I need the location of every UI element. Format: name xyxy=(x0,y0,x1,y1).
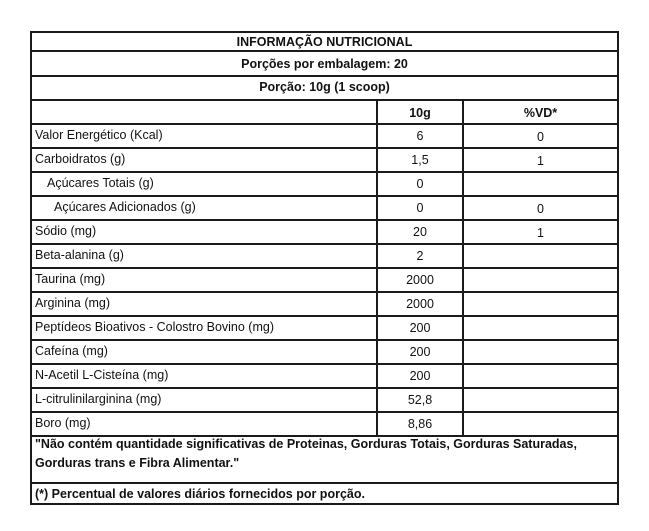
table-title-row xyxy=(32,33,617,52)
nutrient-row xyxy=(32,245,617,269)
nutrient-daily-value: 1 xyxy=(537,226,544,240)
nutrient-amount: 20 xyxy=(378,221,464,243)
nutrient-row xyxy=(32,197,617,221)
nutrient-daily-value xyxy=(464,173,617,195)
nutrient-row xyxy=(32,173,617,197)
nutrient-name: Taurina (mg) xyxy=(32,269,378,291)
column-header-dv: %VD* xyxy=(523,106,558,120)
nutrient-daily-value xyxy=(464,413,617,435)
nutrient-name: Boro (mg) xyxy=(32,413,378,435)
nutrient-daily-value: 1 xyxy=(537,154,544,168)
nutrient-name: Peptídeos Bioativos - Colostro Bovino (mg) xyxy=(32,317,378,339)
serving-size: Porção: 10g (1 scoop) xyxy=(259,80,390,94)
nutrient-daily-value xyxy=(464,365,617,387)
nutrient-name: Beta-alanina (g) xyxy=(32,245,378,267)
nutrient-name: Arginina (mg) xyxy=(32,293,378,315)
nutrient-daily-value: 0 xyxy=(537,130,544,144)
nutrient-amount: 0 xyxy=(378,173,464,195)
nutrient-daily-value: 0 xyxy=(537,202,544,216)
servings-per-package-row xyxy=(32,52,617,77)
nutrient-name: Valor Energético (Kcal) xyxy=(32,125,378,147)
nutrient-daily-value xyxy=(464,389,617,411)
servings-per-package: Porções por embalagem: 20 xyxy=(241,57,408,71)
nutrient-row xyxy=(32,221,617,245)
nutrient-row xyxy=(32,389,617,413)
nutrient-amount: 2 xyxy=(378,245,464,267)
nutrient-amount: 200 xyxy=(378,365,464,387)
nutrient-name: Carboidratos (g) xyxy=(32,149,378,171)
nutrient-row xyxy=(32,149,617,173)
column-header-nutrient xyxy=(32,101,378,123)
nutrient-amount: 200 xyxy=(378,317,464,339)
nutrient-row xyxy=(32,365,617,389)
nutrient-amount: 1,5 xyxy=(378,149,464,171)
dv-footnote: (*) Percentual de valores diários fornecidos por porção. xyxy=(35,487,365,501)
nutrient-row xyxy=(32,293,617,317)
nutrient-row xyxy=(32,125,617,149)
nutrient-amount: 0 xyxy=(378,197,464,219)
nutrient-name: N-Acetil L-Cisteína (mg) xyxy=(32,365,378,387)
nutrient-amount: 8,86 xyxy=(378,413,464,435)
nutrient-amount: 52,8 xyxy=(378,389,464,411)
nutrient-daily-value xyxy=(464,341,617,363)
nutrient-daily-value xyxy=(464,245,617,267)
nutrient-name: Açúcares Adicionados (g) xyxy=(32,197,378,219)
nutrient-name: L-citrulinilarginina (mg) xyxy=(32,389,378,411)
disclaimer-note: "Não contém quantidade significativas de Proteinas, Gorduras Totais, Gorduras Saturadas, Gorduras trans e Fibra Alimentar." xyxy=(32,433,617,484)
nutrient-amount: 6 xyxy=(378,125,464,147)
nutrient-name: Açúcares Totais (g) xyxy=(32,173,378,195)
nutrient-amount: 200 xyxy=(378,341,464,363)
nutrient-daily-value xyxy=(464,293,617,315)
serving-size-row xyxy=(32,77,617,101)
nutrient-daily-value xyxy=(464,269,617,291)
nutrient-name: Cafeína (mg) xyxy=(32,341,378,363)
nutrient-row xyxy=(32,269,617,293)
nutrient-amount: 2000 xyxy=(378,269,464,291)
column-header-amount: 10g xyxy=(378,101,464,123)
column-header-row xyxy=(32,101,617,125)
nutrient-row xyxy=(32,317,617,341)
table-title: INFORMAÇÃO NUTRICIONAL xyxy=(236,35,413,49)
nutrient-row xyxy=(32,341,617,365)
nutrient-name: Sódio (mg) xyxy=(32,221,378,243)
nutrient-daily-value xyxy=(464,317,617,339)
nutrition-facts-table xyxy=(30,31,619,505)
nutrient-amount: 2000 xyxy=(378,293,464,315)
